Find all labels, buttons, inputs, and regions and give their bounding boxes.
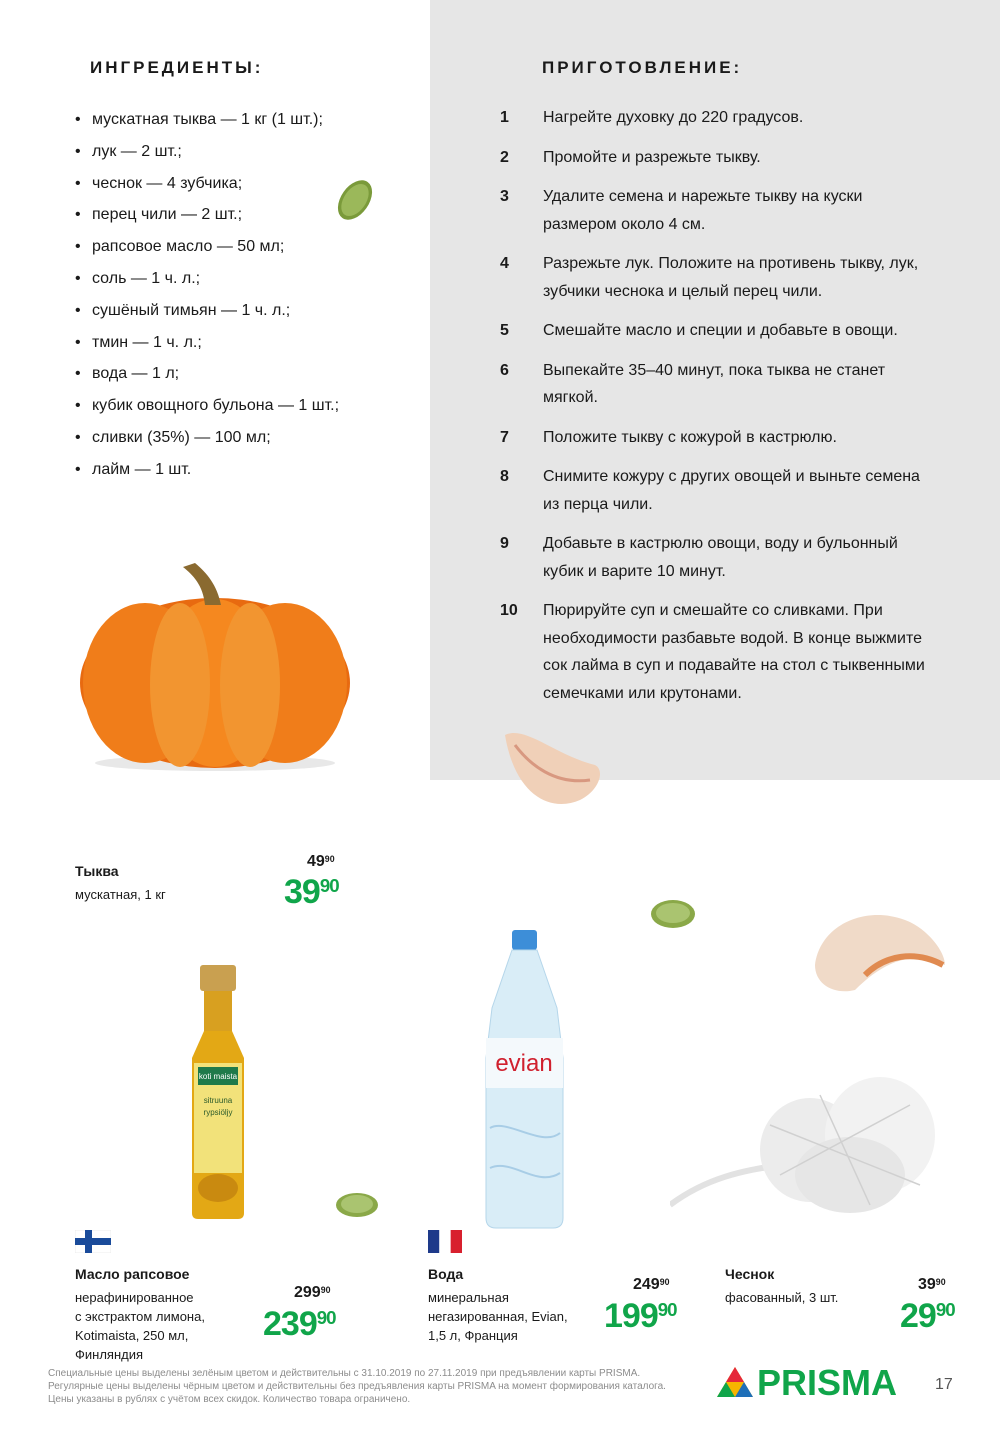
- product-desc-pumpkin: мускатная, 1 кг: [75, 887, 166, 902]
- prisma-logo-text: PRISMA: [757, 1362, 898, 1403]
- step-text: Пюрируйте суп и смешайте со сливками. При необходимости разбавьте водой. В конце выжмите сок лайма в суп и подавайте на стол с тыквенными семечками или крутонами.: [543, 602, 925, 702]
- step-text: Снимите кожуру с других овощей и выньте семена из перца чили.: [543, 468, 920, 513]
- step-number: 6: [500, 361, 509, 379]
- list-item: • тмин — 1 ч. л.;: [75, 327, 339, 359]
- step-number: 3: [500, 188, 509, 205]
- card-price-pumpkin: $39^{90}$: [284, 873, 339, 911]
- prisma-logo-icon: [716, 1366, 754, 1398]
- step-number: 9: [500, 535, 509, 552]
- step-number: 2: [500, 148, 509, 166]
- list-item: • сливки (35%) — 100 мл;: [75, 422, 339, 454]
- finland-flag-icon: [75, 1230, 111, 1253]
- step-item: [500, 317, 940, 345]
- step-text: Положите тыкву с кожурой в кастрюлю.: [543, 428, 837, 446]
- oil-label-line2: rypsiöljy: [203, 1108, 233, 1117]
- step-text: Промойте и разрежьте тыкву.: [543, 148, 761, 166]
- step-number: 4: [500, 255, 509, 272]
- product-desc-water: минеральная негазированная, Evian, 1,5 л, Франция: [428, 1290, 568, 1343]
- step-item: [500, 183, 940, 238]
- step-number: 1: [500, 109, 509, 126]
- step-item: [500, 597, 940, 707]
- product-name-garlic: Чеснок: [725, 1266, 775, 1282]
- step-item: [500, 144, 940, 172]
- regular-price-garlic: $39^{90}$: [918, 1276, 946, 1293]
- step-item: [500, 250, 940, 305]
- list-item: • мускатная тыква — 1 кг (1 шт.);: [75, 104, 339, 136]
- product-desc-garlic: фасованный, 3 шт.: [725, 1290, 839, 1305]
- list-item: • перец чили — 2 шт.;: [75, 199, 339, 231]
- step-item: [500, 463, 940, 518]
- page-number: 17: [935, 1376, 953, 1393]
- product-name-pumpkin: Тыква: [75, 863, 119, 879]
- product-name-oil: Масло рапсовое: [75, 1266, 190, 1282]
- product-desc-oil: нерафинированное с экстрактом лимона, Kotimaista, 250 мл, Финляндия: [75, 1290, 205, 1362]
- oil-label-brand: koti maista: [198, 1072, 238, 1081]
- pumpkin-seed-image: [333, 1190, 381, 1220]
- regular-price-pumpkin: $49^{90}$: [307, 853, 335, 870]
- oil-label-line1: sitruuna: [203, 1096, 233, 1105]
- step-text: Нагрейте духовку до 220 градусов.: [543, 109, 804, 126]
- garlic-bulbs-image: [670, 1075, 945, 1215]
- footer-disclaimer: Специальные цены выделены зелёным цветом и действительны с 31.10.2019 по 27.11.2019 при предъявлении карты PRISMA. Регулярные цены выделены чёрным цветом и действительны без предъявления карты PRISMA на момент формирования каталога. Цены указаны в рублях с учётом всех скидок. Количество товара ограничено.: [48, 1368, 666, 1405]
- list-item: • лайм — 1 шт.: [75, 454, 339, 486]
- list-item: • лук — 2 шт.;: [75, 136, 339, 168]
- step-number: 8: [500, 468, 509, 485]
- step-item: [500, 104, 940, 132]
- ingredients-list: [75, 104, 339, 486]
- list-item: • сушёный тимьян — 1 ч. л.;: [75, 295, 339, 327]
- card-price-garlic: $29^{90}$: [900, 1297, 955, 1335]
- list-item: • рапсовое масло — 50 мл;: [75, 231, 339, 263]
- step-text: Смешайте масло и специи и добавьте в овощи.: [543, 322, 898, 339]
- card-price-oil: $239^{90}$: [263, 1305, 336, 1343]
- step-item: [500, 424, 940, 452]
- list-item: • чеснок — 4 зубчика;: [75, 168, 339, 200]
- step-number: 10: [500, 602, 518, 619]
- ingredients-heading: ИНГРЕДИЕНТЫ:: [90, 58, 264, 77]
- preparation-heading: ПРИГОТОВЛЕНИЕ:: [542, 58, 743, 77]
- france-flag-icon: [428, 1230, 462, 1253]
- step-text: Выпекайте 35–40 минут, пока тыква не станет мягкой.: [543, 361, 886, 406]
- evian-label-text: evian: [495, 1050, 553, 1077]
- step-number: 7: [500, 428, 509, 446]
- list-item: • вода — 1 л;: [75, 358, 339, 390]
- list-item: • соль — 1 ч. л.;: [75, 263, 339, 295]
- evian-water-bottle-image: [482, 928, 567, 1230]
- step-text: Добавьте в кастрюлю овощи, воду и бульонный кубик и варите 10 минут.: [543, 535, 898, 580]
- pumpkin-seed-image: [648, 897, 698, 931]
- card-price-water: $199^{90}$: [604, 1297, 677, 1335]
- garlic-clove-image: [495, 725, 610, 815]
- step-text: Разрежьте лук. Положите на противень тыкву, лук, зубчики чеснока и целый перец чили.: [543, 255, 919, 300]
- step-text: Удалите семена и нарежьте тыкву на куски размером около 4 см.: [543, 188, 863, 233]
- regular-price-oil: $299^{90}$: [294, 1284, 331, 1301]
- step-number: 5: [500, 322, 509, 339]
- preparation-steps: [500, 104, 940, 719]
- regular-price-water: $249^{90}$: [633, 1276, 670, 1293]
- pumpkin-seed-image: [330, 175, 380, 225]
- product-name-water: Вода: [428, 1266, 464, 1282]
- step-item: [500, 357, 940, 412]
- rapeseed-oil-bottle-image: [188, 963, 248, 1221]
- garlic-clove-image: [805, 905, 950, 995]
- list-item: • кубик овощного бульона — 1 шт.;: [75, 390, 339, 422]
- step-item: [500, 530, 940, 585]
- pumpkin-image: [75, 555, 355, 775]
